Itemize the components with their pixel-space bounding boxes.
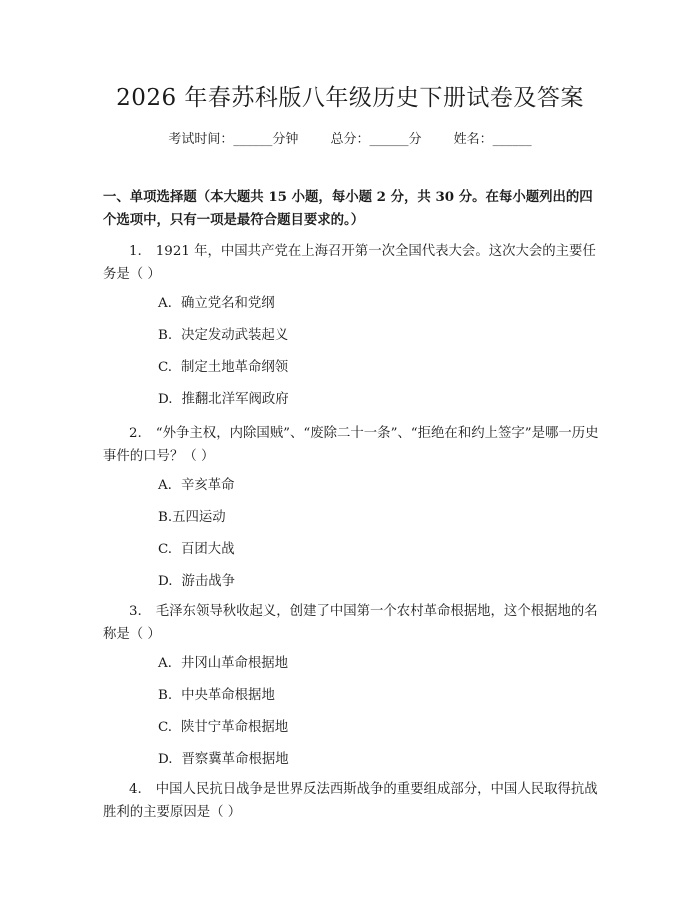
question-3-stem: [103, 600, 603, 646]
total-score-field: 总分：______分: [330, 132, 422, 147]
option-text: 游击战争: [181, 574, 236, 589]
option-letter: D.: [158, 752, 173, 767]
question-3-option-b: [158, 686, 275, 706]
option-text: 百团大战: [181, 542, 235, 557]
question-1-option-c: [158, 358, 288, 378]
question-2-option-c: [158, 540, 235, 560]
option-text: 确立党名和党纲: [180, 296, 275, 311]
option-text: 推翻北洋军阀政府: [181, 392, 289, 407]
question-2-option-a: [158, 476, 235, 496]
question-1-option-a: [158, 294, 275, 314]
question-3-option-d: [158, 750, 289, 770]
question-number: 4.: [129, 782, 142, 797]
option-letter: C.: [158, 542, 173, 557]
option-letter: A.: [158, 296, 172, 311]
question-1-stem: [103, 240, 603, 286]
question-number: 3.: [129, 604, 142, 619]
section-heading: 一、单项选择题（本大题共 15 小题，每小题 2 分，共 30 分。在每小题列出的四个选项中，只有一项是最符合题目要求的。）: [103, 189, 593, 228]
page-title: 2026 年春苏科版八年级历史下册试卷及答案: [116, 85, 584, 111]
exam-time-field: 考试时间：______分钟: [168, 132, 299, 147]
option-text: 决定发动武装起义: [181, 328, 289, 343]
question-number: 2.: [129, 426, 142, 441]
option-text: 五四运动: [172, 510, 226, 525]
option-text: 制定土地革命纲领: [181, 360, 289, 375]
option-text: 中央革命根据地: [181, 688, 275, 703]
option-letter: C.: [158, 720, 173, 735]
question-3-option-c: [158, 718, 288, 738]
exam-info-row: [0, 130, 700, 150]
option-text: 晋察冀革命根据地: [181, 752, 289, 767]
question-3-option-a: [158, 654, 288, 674]
option-text: 井冈山革命根据地: [180, 656, 289, 671]
option-letter: D.: [158, 574, 173, 589]
option-letter: B.: [158, 328, 173, 343]
question-text: 1921 年，中国共产党在上海召开第一次全国代表大会。这次大会的主要任务是（ ）: [103, 244, 596, 282]
option-letter: C.: [158, 360, 173, 375]
question-2-option-d: [158, 572, 235, 592]
question-1-option-b: [158, 326, 288, 346]
option-letter: B.: [158, 510, 173, 525]
option-letter: A.: [158, 656, 172, 671]
question-4-stem: [103, 778, 603, 824]
question-1-option-d: [158, 390, 289, 410]
question-number: 1.: [129, 244, 142, 259]
question-text: “外争主权，内除国贼”、“废除二十一条”、“拒绝在和约上签字”是哪一历史事件的口号？（ ）: [103, 426, 599, 464]
question-text: 中国人民抗日战争是世界反法西斯战争的重要组成部分，中国人民取得抗战胜利的主要原因是（ ）: [103, 782, 598, 820]
question-text: 毛泽东领导秋收起义，创建了中国第一个农村革命根据地，这个根据地的名称是（ ）: [103, 604, 598, 642]
question-2-stem: [103, 422, 603, 468]
student-name-field: 姓名：______: [453, 132, 532, 147]
question-2-option-b: [158, 508, 226, 528]
option-letter: D.: [158, 392, 173, 407]
option-letter: B.: [158, 688, 173, 703]
option-text: 陕甘宁革命根据地: [181, 720, 289, 735]
option-letter: A.: [158, 478, 172, 493]
option-text: 辛亥革命: [180, 478, 235, 493]
